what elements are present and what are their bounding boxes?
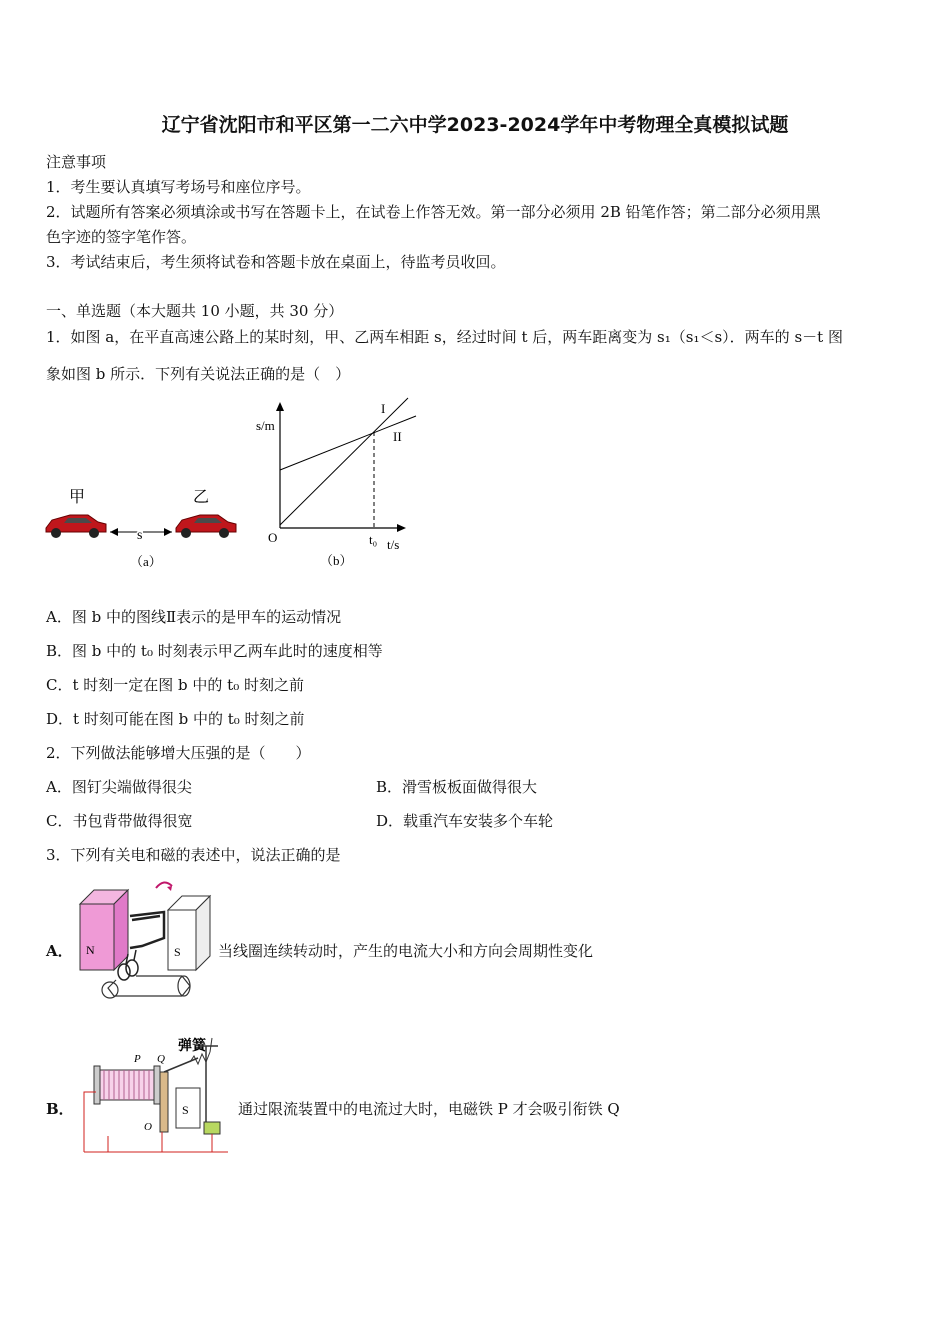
x-axis-label: t/s bbox=[387, 537, 400, 552]
line-I-label: I bbox=[381, 401, 386, 416]
north-pole-label: N bbox=[86, 943, 95, 957]
q2-option-d: D．载重汽车安装多个车轮 bbox=[376, 812, 554, 830]
q2-option-c: C．书包背带做得很宽 bbox=[46, 812, 193, 830]
q3-option-b-text: 通过限流装置中的电流过大时，电磁铁 P 才会吸引衔铁 Q bbox=[238, 1100, 620, 1118]
spring-label: 弹簧 bbox=[178, 1039, 206, 1054]
q1-option-a: A．图 b 中的图线Ⅱ表示的是甲车的运动情况 bbox=[46, 608, 342, 626]
current-limiter-figure bbox=[78, 1032, 238, 1160]
q2-stem: 2．下列做法能够增大压强的是（ ） bbox=[46, 744, 311, 762]
line-II-label: II bbox=[393, 429, 402, 444]
q1-option-b: B．图 b 中的 t₀ 时刻表示甲乙两车此时的速度相等 bbox=[46, 642, 383, 660]
car-yi-icon bbox=[176, 515, 236, 538]
q1-stem-line2: 象如图 b 所示．下列有关说法正确的是（ ） bbox=[46, 365, 351, 383]
q1-option-c: C．t 时刻一定在图 b 中的 t₀ 时刻之前 bbox=[46, 676, 304, 694]
q-label: Q bbox=[157, 1053, 165, 1065]
notice-item-2: 2．试题所有答案必须填涂或书写在答题卡上，在试卷上作答无效。第一部分必须用 2B 铅笔作答；第二部分必须用黑 bbox=[46, 203, 821, 221]
car-jia-icon bbox=[46, 515, 106, 538]
switch-frame bbox=[176, 1046, 220, 1134]
page-title: 辽宁省沈阳市和平区第一二六中学2023-2024学年中考物理全真模拟试题 bbox=[161, 114, 789, 136]
notice-item-3: 3．考试结束后，考生须将试卷和答题卡放在桌面上，待监考员收回。 bbox=[46, 253, 506, 271]
origin-label: O bbox=[268, 530, 278, 545]
switch-s-label: S bbox=[182, 1103, 189, 1117]
car-yi-label: 乙 bbox=[193, 489, 210, 506]
q2-option-a: A．图钉尖端做得很尖 bbox=[46, 778, 192, 796]
q3-option-b-letter: B． bbox=[46, 1100, 74, 1118]
section-heading: 一、单选题（本大题共 10 小题，共 30 分） bbox=[46, 302, 344, 320]
p-label: P bbox=[134, 1053, 141, 1065]
brushes-circuit bbox=[102, 976, 190, 998]
figure-b-caption: （b） bbox=[320, 553, 353, 568]
q3-option-a-letter: A． bbox=[46, 942, 73, 960]
figure-a-cars bbox=[40, 480, 250, 575]
magnet-north bbox=[80, 890, 128, 970]
car-jia-label: 甲 bbox=[69, 489, 86, 506]
electromagnet-coil bbox=[94, 1066, 160, 1104]
magnet-south bbox=[168, 896, 210, 970]
notice-heading: 注意事项 bbox=[46, 153, 107, 171]
notice-item-1: 1．考生要认真填写考场号和座位序号。 bbox=[46, 178, 311, 196]
figure-a-caption: （a） bbox=[130, 554, 162, 569]
q1-stem-line1: 1．如图 a，在平直高速公路上的某时刻，甲、乙两车相距 s，经过时间 t 后，两车距离变为 s₁（s₁＜s）．两车的 s－t 图 bbox=[46, 328, 843, 346]
notice-item-2-cont: 色字迹的签字笔作答。 bbox=[46, 228, 197, 246]
q2-option-b: B．滑雪板板面做得很大 bbox=[376, 778, 538, 796]
coil bbox=[130, 912, 164, 948]
south-pole-label: S bbox=[174, 945, 181, 959]
t0-label: t₀ bbox=[369, 532, 378, 547]
generator-figure bbox=[72, 876, 212, 1002]
q1-option-d: D．t 时刻可能在图 b 中的 t₀ 时刻之前 bbox=[46, 710, 305, 728]
o-label: O bbox=[144, 1121, 152, 1133]
q3-option-a-text: 当线圈连续转动时，产生的电流大小和方向会周期性变化 bbox=[218, 942, 594, 960]
q3-stem: 3．下列有关电和磁的表述中，说法正确的是 bbox=[46, 846, 341, 864]
figure-b-graph bbox=[250, 394, 425, 574]
y-axis-label: s/m bbox=[256, 418, 275, 433]
line-I bbox=[280, 398, 408, 525]
distance-label: s bbox=[137, 528, 143, 543]
